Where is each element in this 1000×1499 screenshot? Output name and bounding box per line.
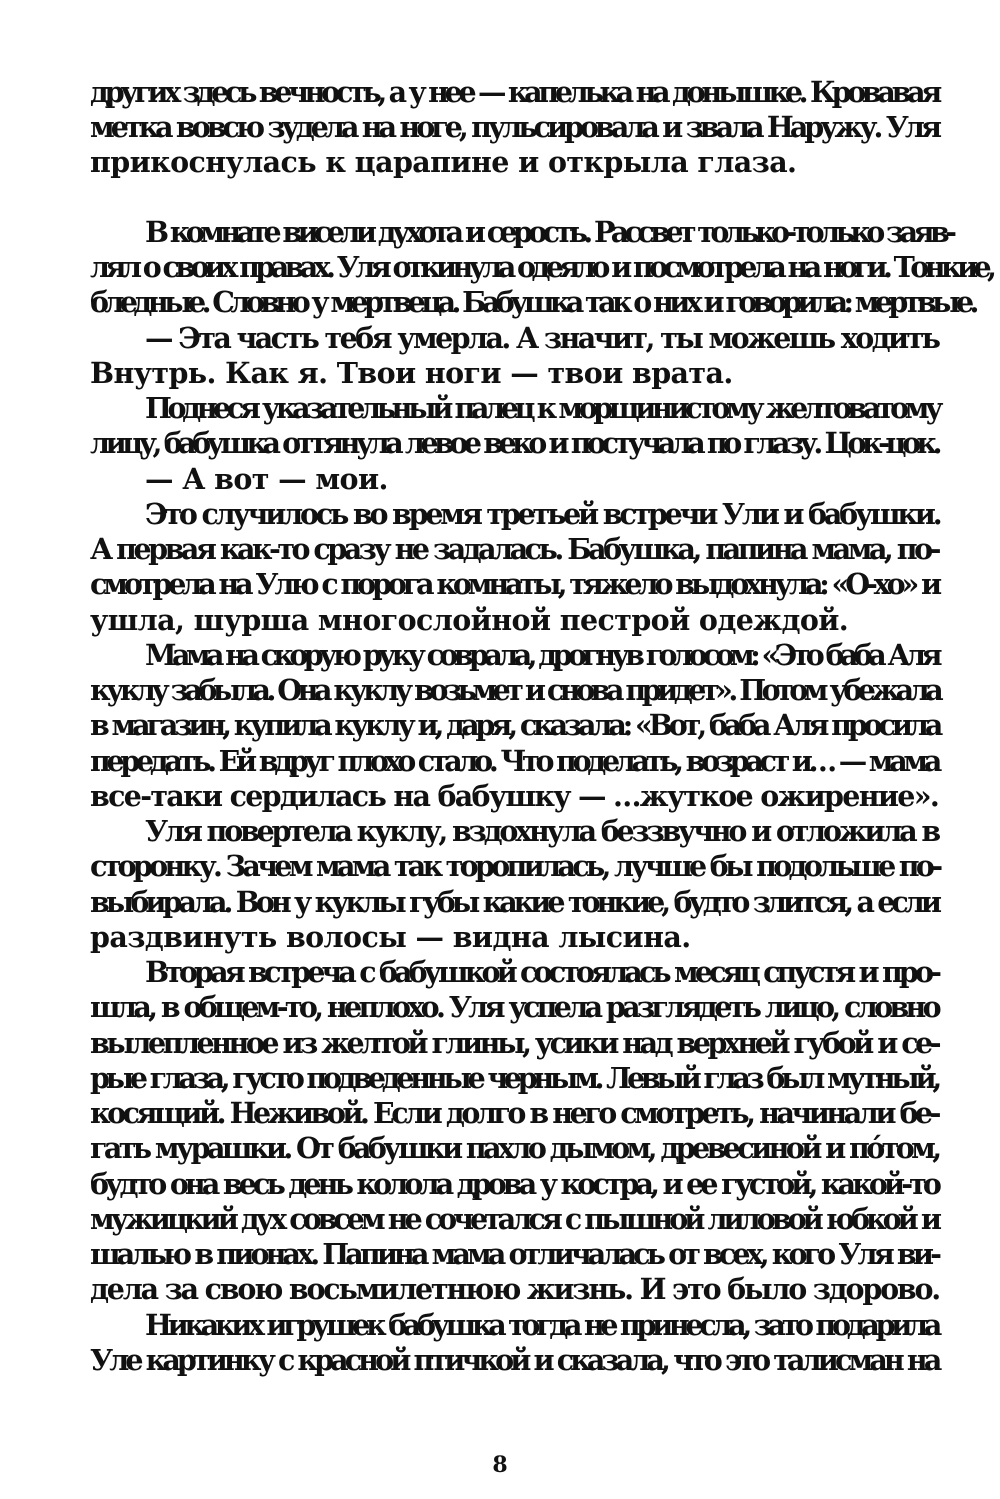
text-line: Внутрь. Как я. Твои ноги — твои врата. [90,356,733,390]
text-line: в магазин, купила куклу и, даря, сказала: «Вот, баба Аля просила [90,708,940,742]
text-line: смотрела на Улю с порога комнаты, тяжело выдохнула: «О-хо» и [90,567,939,601]
text-line: Уле картинку с красной птичкой и сказала, что это талисман на [90,1343,939,1377]
text-line: куклу забыла. Она куклу возьмет и снова придет». Потом убежала [90,673,940,707]
text-line: — Эта часть тебя умерла. А значит, ты можешь ходить [145,321,939,355]
text-line: сторонку. Зачем мама так торопилась, лучше бы подольше по- [90,849,940,883]
text-line: раздвинуть волосы — видна лысина. [90,920,691,954]
text-line: Мама на скорую руку соврала, дрогнув голосом: «Это баба Аля [145,638,938,672]
text-line: ушла, шурша многослойной пестрой одеждой. [90,603,849,637]
text-line: Поднеся указательный палец к морщинистому желтоватому [145,391,939,425]
page-number: 8 [492,1452,508,1478]
text-line: гать мурашки. От бабушки пахло дымом, древесиной и по́том, [90,1131,939,1165]
text-line: Никаких игрушек бабушка тогда не принесла, зато подарила [145,1308,938,1342]
text-line: Уля повертела куклу, вздохнула беззвучно и отложила в [145,814,938,848]
text-line: рые глаза, густо подведенные черным. Левый глаз был мутный, [90,1061,938,1095]
text-line: мужицкий дух совсем не сочетался с пышной лиловой юбкой и [90,1202,938,1236]
text-line: Вторая встреча с бабушкой состоялась месяц спустя и про- [145,955,938,989]
text-line: передать. Ей вдруг плохо стало. Что поделать, возраст и… — мама [90,744,938,778]
text-line: В комнате висели духота и серость. Рассвет только-только заяв- [145,215,953,249]
text-line: вылепленное из желтой глины, усики над верхней губой и се- [90,1026,939,1060]
text-line: метка вовсю зудела на ноге, пульсировала и звала Наружу. Уля [90,110,938,144]
text-line: Это случилось во время третьей встречи Ули и бабушки. [145,497,940,531]
text-line: дела за свою восьмилетнюю жизнь. И это было здорово. [90,1272,940,1306]
text-line: косящий. Неживой. Если долго в него смотреть, начинали бе- [90,1096,938,1130]
text-line: — А вот — мои. [145,462,388,496]
text-line: прикоснулась к царапине и открыла глаза. [90,145,797,179]
text-line: лицу, бабушка оттянула левое веко и постучала по глазу. Цок-цок. [90,426,938,460]
text-line: шалью в пионах. Папина мама отличалась от всех, кого Уля ви- [90,1237,938,1271]
text-line: будто она весь день колола дрова у костра, и ее густой, какой-то [90,1167,938,1201]
text-line: других здесь вечность, а у нее — капелька на донышке. Кровавая [90,75,938,109]
text-line: бледные. Словно у мертвеца. Бабушка так о них и говорила: мертвые. [90,285,975,319]
text-line: все-таки сердилась на бабушку — …жуткое ожирение». [90,779,939,813]
text-line: выбирала. Вон у куклы губы какие тонкие, будто злится, а если [90,885,938,919]
text-line: шла, в общем-то, неплохо. Уля успела разглядеть лицо, словно [90,990,938,1024]
text-line: лял о своих правах. Уля откинула одеяло и посмотрела на ноги. Тонкие, [90,250,993,284]
text-line: А первая как-то сразу не задалась. Бабушка, папина мама, по- [90,532,938,566]
